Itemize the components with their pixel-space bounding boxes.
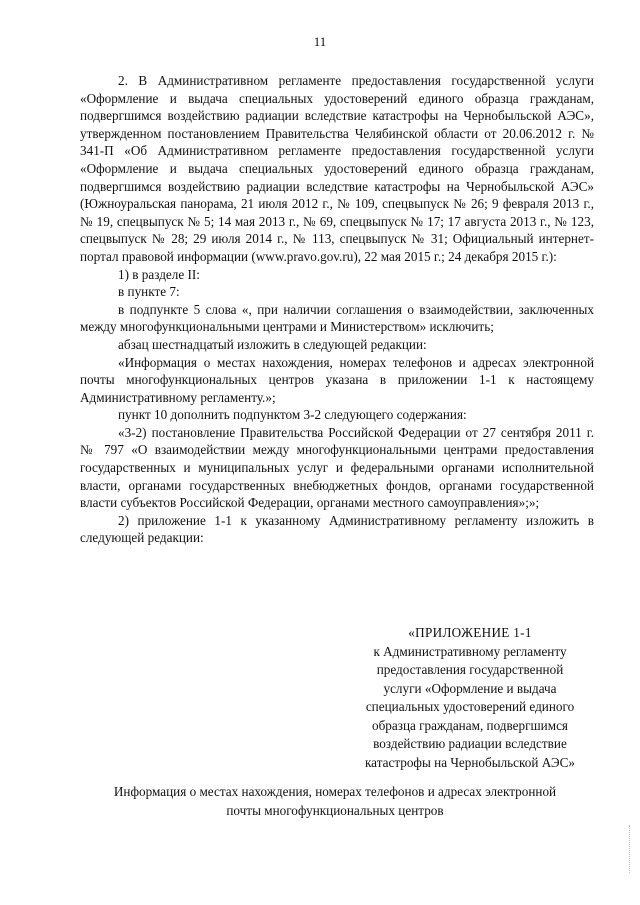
appendix-line: специальных удостоверений единого (365, 699, 575, 714)
section-heading (70, 783, 600, 820)
appendix-header-block (340, 624, 600, 772)
appendix-title: «ПРИЛОЖЕНИЕ 1-1 (408, 625, 532, 640)
heading-line-2: почты многофункциональных центров (226, 802, 444, 818)
paragraph-appendix-replace: 2) приложение 1-1 к указанному Административному регламенту изложить в следующей редакции: (80, 512, 594, 546)
page-number: 11 (313, 34, 327, 49)
appendix-line: предоставления государственной (376, 662, 564, 677)
paragraph-amendment-intro: 2. В Административном регламенте предоставления государственной услуги «Оформление и выдача специальных удостоверений единого образца гражданам, подвергшимся воздействию радиации вследствие катастрофы на Чернобыльской АЭС», утвержденном постановлением Правительства Челябинской области от 20.06.2012 г. № 341-П «Об Административном регламенте предоставления государственной услуги «Оформление и выдача специальных удостоверений единого образца гражданам, подвергшимся воздействию радиации вследствие катастрофы на Чернобыльской АЭС» (Южноуральская панорама, 21 июля 2012 г., № 109, спецвыпуск № 26; 9 февраля 2013 г., № 19, спецвыпуск № 5; 14 мая 2013 г., № 69, спецвыпуск № 17; 17 августа 2013 г., № 123, спецвыпуск № 28; 29 июля 2014 г., № 113, спецвыпуск № 31; Официальный интернет-портал правовой информации (www.pravo.gov.ru), 22 мая 2015 г.; 24 декабря 2015 г.): (80, 73, 594, 264)
paragraph-subpoint-3-2: «3-2) постановление Правительства Российской Федерации от 27 сентября 2011 г. № 797 «О взаимодействии между многофункциональными центрами предоставления государственных и муниципальных услуг и федеральными органами исполнительной власти, органами государственных внебюджетных фондов, органами государственной власти субъектов Российской Федерации, органами местного самоуправления»;»; (80, 424, 594, 511)
paragraph-section-ii: 1) в разделе II: (118, 266, 200, 282)
scan-edge-mark (629, 825, 634, 873)
paragraph-point-10: пункт 10 дополнить подпунктом 3-2 следующего содержания: (118, 407, 467, 423)
paragraph-subpoint-5: в подпункте 5 слова «, при наличии соглашения о взаимодействии, заключенных между многофункциональными центрами и Министерством» исключить; (80, 301, 594, 335)
appendix-line: воздействию радиации вследствие (373, 736, 567, 751)
heading-line-1: Информация о местах нахождения, номерах телефонов и адресах электронной (113, 784, 557, 799)
document-body (80, 72, 594, 547)
appendix-line: к Административному регламенту (373, 643, 567, 659)
paragraph-quote-information: «Информация о местах нахождения, номерах телефонов и адресах электронной почты многофункциональных центров указана в приложении 1-1 к настоящему Административному регламенту.»; (80, 354, 594, 405)
appendix-line: образца гражданам, подвергшимся (371, 717, 568, 733)
appendix-line: катастрофы на Чернобыльской АЭС» (364, 754, 576, 770)
paragraph-abzac-16: абзац шестнадцатый изложить в следующей редакции: (118, 336, 427, 352)
paragraph-point-7: в пункте 7: (118, 284, 180, 300)
appendix-line: услуги «Оформление и выдача (383, 680, 557, 696)
